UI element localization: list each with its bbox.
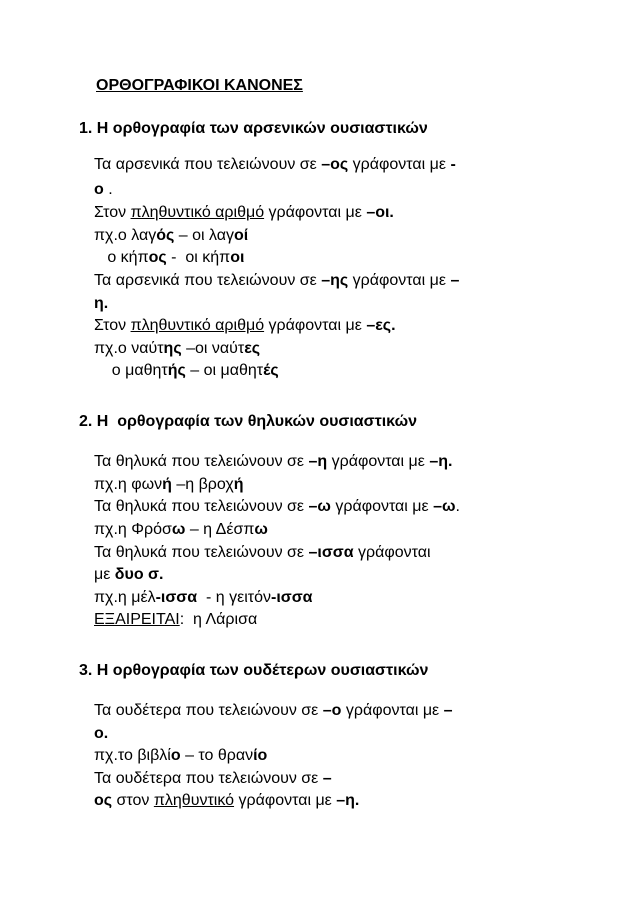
- text-segment: ες: [244, 340, 261, 357]
- text-segment: ο: [170, 747, 181, 764]
- text-segment: ης: [163, 340, 182, 357]
- section-heading-feminine: 2. Η ορθογραφία των θηλυκών ουσιαστικών: [79, 413, 417, 430]
- rule-line: [94, 792, 359, 810]
- rule-line: [94, 362, 279, 380]
- rule-line: [94, 181, 113, 199]
- text-segment: οί: [234, 227, 249, 244]
- text-segment: –οι ναύτ: [181, 340, 245, 357]
- text-segment: : η Λάρισα: [179, 611, 258, 628]
- text-segment: -: [450, 156, 456, 173]
- rule-line: [94, 725, 108, 743]
- text-segment: .: [103, 181, 113, 198]
- text-segment: με: [94, 566, 115, 583]
- rule-line: [94, 317, 396, 335]
- text-segment: Στον: [94, 204, 131, 221]
- rule-line: [94, 295, 108, 313]
- text-segment: ος: [94, 792, 113, 809]
- text-segment: –ης: [321, 272, 349, 289]
- text-segment: πχ.το βιβλί: [94, 747, 171, 764]
- text-segment: –η.: [336, 792, 360, 809]
- text-segment: ω: [171, 521, 186, 538]
- text-segment: ή: [233, 476, 244, 493]
- rule-line: [94, 566, 163, 584]
- text-segment: πχ.ο ναύτ: [94, 340, 164, 357]
- text-segment: – η Δέσπ: [185, 521, 255, 538]
- text-segment: γράφονται με: [330, 498, 434, 515]
- text-segment: γράφονται με: [234, 792, 337, 809]
- rule-line: [94, 544, 431, 562]
- text-segment: γράφονται με: [348, 156, 451, 173]
- text-segment: Τα ουδέτερα που τελειώνουν σε: [94, 702, 323, 719]
- text-segment: ή: [162, 476, 172, 493]
- text-segment: ο: [94, 181, 104, 198]
- text-segment: πληθυντικό αριθμό: [130, 317, 265, 334]
- text-segment: –ω: [308, 498, 331, 515]
- rule-line: [94, 272, 459, 290]
- rule-line: [94, 476, 244, 494]
- text-segment: –η βροχ: [171, 476, 234, 493]
- text-segment: –ισσα: [308, 544, 354, 561]
- text-segment: πχ.ο λαγ: [94, 227, 157, 244]
- text-segment: Τα αρσενικά που τελειώνουν σε: [94, 272, 322, 289]
- text-segment: -ισσα: [155, 589, 198, 606]
- text-segment: –ω: [433, 498, 456, 515]
- text-segment: πληθυντικό: [153, 792, 235, 809]
- text-segment: ΕΞΑΙΡΕΙΤΑΙ: [94, 611, 180, 628]
- text-segment: Τα αρσενικά που τελειώνουν σε: [94, 156, 322, 173]
- text-segment: γράφονται με: [327, 453, 430, 470]
- rule-line: [94, 453, 452, 471]
- text-segment: –: [450, 272, 460, 289]
- text-segment: πχ.η φων: [94, 476, 163, 493]
- rule-line: [94, 204, 394, 222]
- text-segment: γράφονται με: [341, 702, 444, 719]
- text-segment: - η γειτόν: [197, 589, 271, 606]
- text-segment: ο κήπ: [94, 249, 149, 266]
- text-segment: πληθυντικό αριθμό: [130, 204, 265, 221]
- text-segment: -ισσα: [271, 589, 313, 606]
- text-segment: –ες.: [366, 317, 396, 334]
- rule-line: [94, 747, 267, 765]
- rule-line: [94, 702, 453, 720]
- text-segment: Τα θηλυκά που τελειώνουν σε: [94, 453, 309, 470]
- text-segment: –: [322, 770, 332, 787]
- text-segment: ές: [263, 362, 279, 379]
- text-segment: γράφονται με: [348, 272, 451, 289]
- rule-line: [94, 770, 332, 788]
- text-segment: ο.: [94, 725, 109, 742]
- text-segment: στον: [112, 792, 154, 809]
- text-segment: η.: [94, 295, 109, 312]
- text-segment: γράφονται με: [264, 204, 367, 221]
- text-segment: – οι μαθητ: [185, 362, 264, 379]
- text-segment: Τα θηλυκά που τελειώνουν σε: [94, 498, 309, 515]
- text-segment: –η: [308, 453, 328, 470]
- text-segment: .: [455, 498, 460, 515]
- rule-line: [94, 521, 268, 539]
- rule-line: [94, 589, 313, 607]
- text-segment: ος: [148, 249, 167, 266]
- text-segment: ίο: [253, 747, 268, 764]
- text-segment: ο μαθητ: [94, 362, 168, 379]
- section-heading-neuter: 3. Η ορθογραφία των ουδέτερων ουσιαστικών: [79, 662, 429, 679]
- text-segment: Τα θηλυκά που τελειώνουν σε: [94, 544, 309, 561]
- rule-line: [94, 498, 460, 516]
- text-segment: ής: [167, 362, 186, 379]
- text-segment: – οι λαγ: [174, 227, 235, 244]
- text-segment: οι: [230, 249, 245, 266]
- text-segment: πχ.η μέλ: [94, 589, 156, 606]
- text-segment: δυο σ.: [114, 566, 164, 583]
- text-segment: Τα ουδέτερα που τελειώνουν σε: [94, 770, 323, 787]
- text-segment: γράφονται: [353, 544, 431, 561]
- text-segment: –οι.: [366, 204, 394, 221]
- text-segment: πχ.η Φρόσ: [94, 521, 172, 538]
- rule-line: [94, 249, 244, 267]
- rule-line: [94, 340, 260, 358]
- text-segment: ω: [254, 521, 268, 538]
- rule-line: [94, 227, 248, 245]
- page-title: ΟΡΘΟΓΡΑΦΙΚΟΙ ΚΑΝΟΝΕΣ: [96, 77, 303, 94]
- text-segment: γράφονται με: [264, 317, 367, 334]
- text-segment: –: [443, 702, 453, 719]
- text-segment: –η.: [429, 453, 453, 470]
- text-segment: –ο: [322, 702, 342, 719]
- rule-line: [94, 156, 456, 174]
- text-segment: – το θραν: [180, 747, 254, 764]
- text-segment: - οι κήπ: [166, 249, 231, 266]
- text-segment: Στον: [94, 317, 131, 334]
- text-segment: –ος: [321, 156, 349, 173]
- section-heading-masculine: 1. Η ορθογραφία των αρσενικών ουσιαστικών: [79, 120, 428, 137]
- text-segment: ός: [156, 227, 175, 244]
- rule-line: [94, 611, 257, 629]
